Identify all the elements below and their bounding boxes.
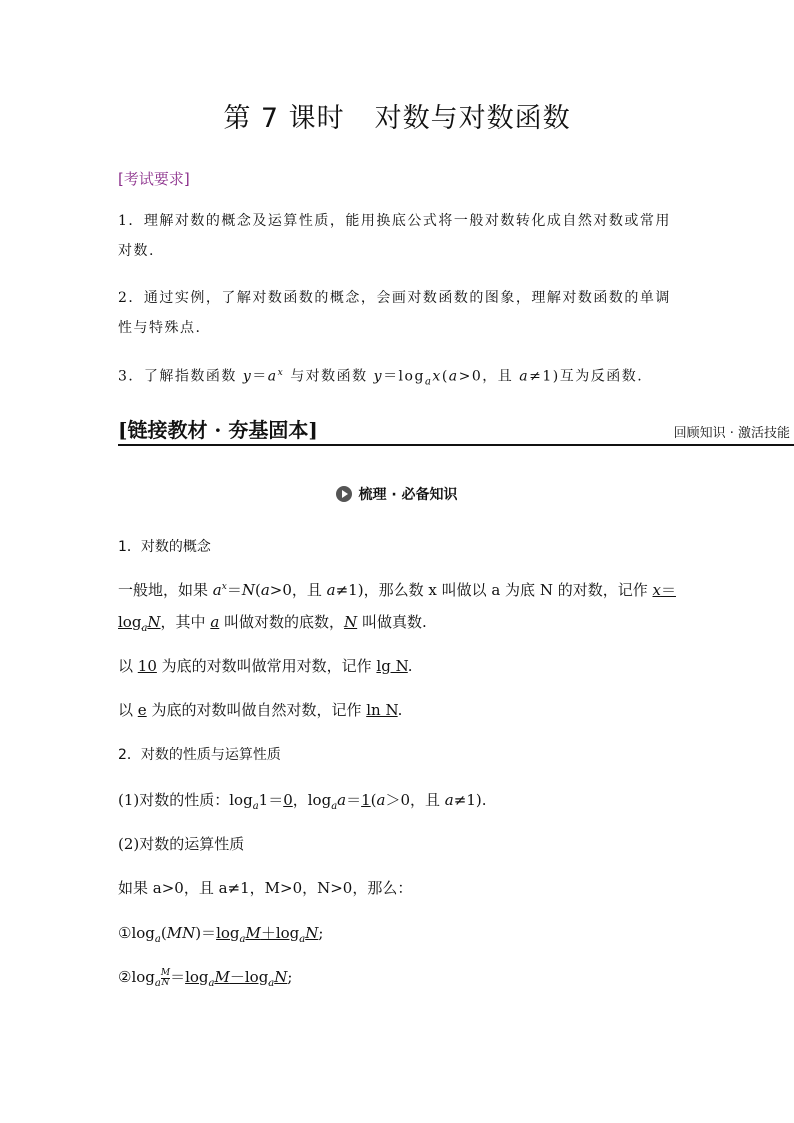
page-title: 第 7 课时 对数与对数函数 [223,103,571,134]
common-log-line: 以 10 为底的对数叫做常用对数，记作 lg N. [118,657,413,675]
log-definition-line2: $\log_aN$，其中 a 叫做对数的底数，N 叫做真数. [118,613,427,634]
log-property-line: (1)对数的性质：$\log_a1=0$，$\log_aa=1(a>0$，且 a≠1). [118,791,487,812]
fraction-m-over-n: $\frac{M}{N}$ [160,967,171,988]
section-subtitle: 回顾知识 · 激活技能 [673,426,790,441]
play-icon [336,486,352,502]
log-operation-heading: (2)对数的运算性质 [118,835,245,853]
rule-product: $①\log_a(MN)=\log_aM+\log_aN$; [118,924,324,945]
subhead: 梳理 · 必备知识 [0,484,794,504]
log-definition-line1: 一般地，如果 $a^x=N(a>0$，且 a≠1)，那么数 x 叫做以 a 为底 N 的对数，记作 x＝ [118,581,676,599]
exam-requirements-label: [考试要求] [118,170,190,188]
section-title: [链接教材 · 夯基固本] [118,418,318,442]
heading-log-concept: 1．对数的概念 [118,539,211,555]
requirement-3: 3．了解指数函数 $y=a^x$ 与对数函数 $y=\log_ax(a>0$，且 a≠1)互为反函数. [118,368,644,388]
heading-log-properties: 2．对数的性质与运算性质 [118,747,281,763]
requirement-1: 1．理解对数的概念及运算性质，能用换底公式将一般对数转化成自然对数或常用对数. [118,213,671,259]
natural-log-line: 以 e 为底的对数叫做自然对数，记作 ln N. [118,701,403,719]
requirement-2: 2．通过实例，了解对数函数的概念，会画对数函数的图象，理解对数函数的单调性与特殊点. [118,290,671,336]
condition-line: 如果 a>0，且 a≠1，M>0，N>0，那么： [118,879,413,897]
rule-quotient: $②\log_a$ $\frac{M}{N}$ $=\log_aM-\log_aN$; [118,967,293,989]
section-header [118,414,794,446]
